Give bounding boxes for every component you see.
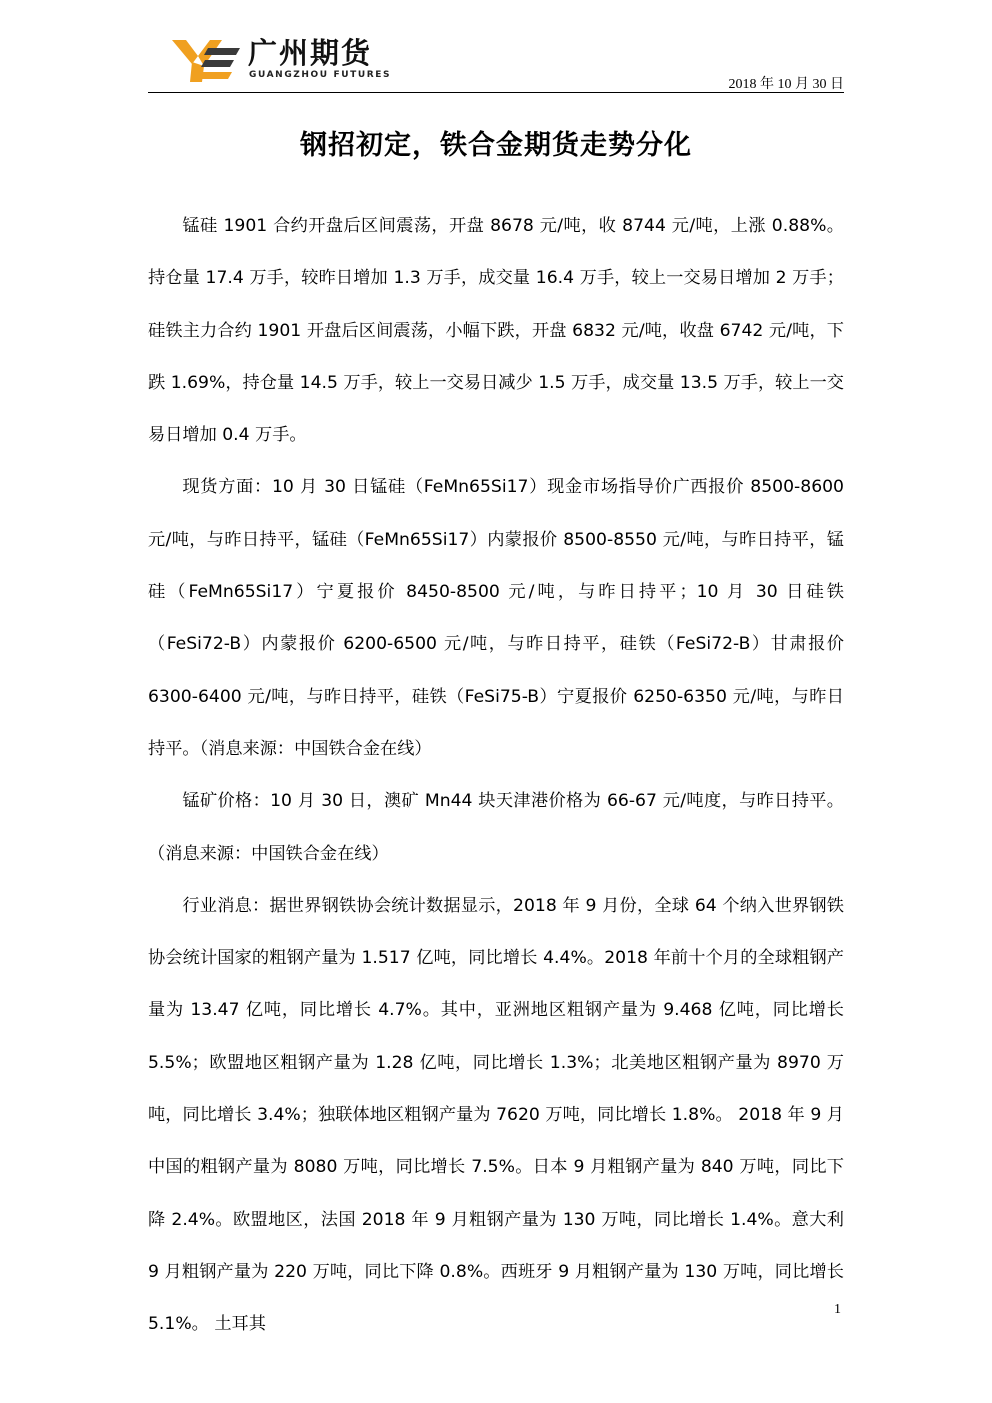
logo-name-en: GUANGZHOU FUTURES [249, 70, 392, 80]
report-date: 2018 年 10 月 30 日 [728, 77, 844, 92]
header-divider [148, 92, 844, 93]
paragraph-spot-prices: 现货方面：10 月 30 日锰硅（FeMn65Si17）现金市场指导价广西报价 8500-8600 元/吨，与昨日持平，锰硅（FeMn65Si17）内蒙报价 8500-8550 元/吨，与昨日持平，锰硅（FeMn65Si17）宁夏报价 8450-8500 元/吨，与昨日持平；10 月 30 日硅铁（FeSi72-B）内蒙报价 6200-6500 元/吨，与昨日持平，硅铁（FeSi72-B）甘肃报价 6300-6400 元/吨，与昨日持平，硅铁（FeSi75-B）宁夏报价 6250-6350 元/吨，与昨日持平。（消息来源：中国铁合金在线） [148, 477, 844, 759]
article-body [148, 200, 844, 1351]
paragraph-futures-market: 锰硅 1901 合约开盘后区间震荡，开盘 8678 元/吨，收 8744 元/吨，上涨 0.88%。持仓量 17.4 万手，较昨日增加 1.3 万手，成交量 16.4 万手，较上一交易日增加 2 万手；硅铁主力合约 1901 开盘后区间震荡，小幅下跌，开盘 6832 元/吨，收盘 6742 元/吨，下跌 1.69%，持仓量 14.5 万手，较上一交易日减少 1.5 万手，成交量 13.5 万手，较上一交易日增加 0.4 万手。 [148, 216, 844, 446]
page-number: 1 [834, 1302, 841, 1317]
paragraph-industry-news: 行业消息：据世界钢铁协会统计数据显示，2018 年 9 月份，全球 64 个纳入世界钢铁协会统计国家的粗钢产量为 1.517 亿吨，同比增长 4.4%。2018 年前十个月的全球粗钢产量为 13.47 亿吨，同比增长 4.7%。其中，亚洲地区粗钢产量为 9.468 亿吨，同比增长 5.5%；欧盟地区粗钢产量为 1.28 亿吨，同比增长 1.3%；北美地区粗钢产量为 8970 万吨，同比增长 3.4%；独联体地区粗钢产量为 7620 万吨，同比增长 1.8%。 2018 年 9 月中国的粗钢产量为 8080 万吨，同比增长 7.5%。日本 9 月粗钢产量为 840 万吨，同比下降 2.4%。欧盟地区，法国 2018 年 9 月粗钢产量为 130 万吨，同比增长 1.4%。意大利 9 月粗钢产量为 220 万吨，同比下降 0.8%。西班牙 9 月粗钢产量为 130 万吨，同比增长 5.1%。 土耳其 [148, 895, 844, 1335]
article-title: 钢招初定，铁合金期货走势分化 [300, 130, 692, 161]
company-logo [172, 36, 392, 86]
logo-name-cn: 广州期货 [248, 36, 373, 70]
paragraph-manganese-ore: 锰矿价格：10 月 30 日，澳矿 Mn44 块天津港价格为 66-67 元/吨度，与昨日持平。（消息来源：中国铁合金在线） [148, 791, 844, 864]
logo-mark-icon [172, 40, 240, 82]
